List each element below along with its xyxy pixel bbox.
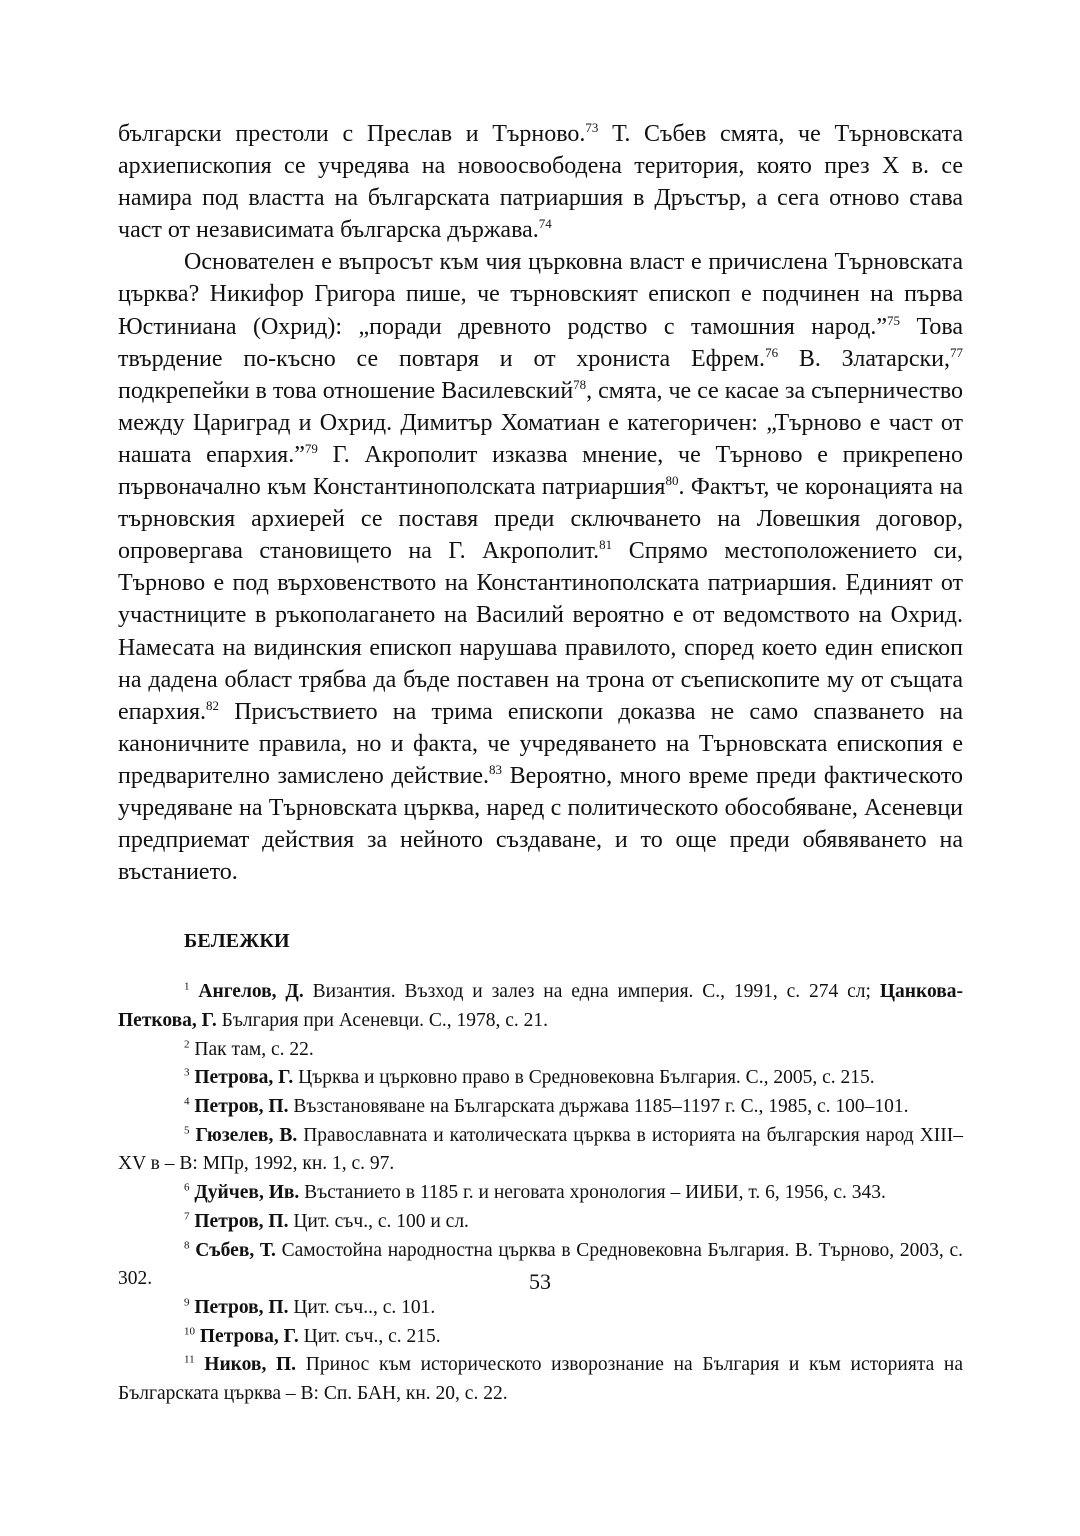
paragraph-text: Присъствието на трима епископи доказва не само спазването на каноничните правила, но и факта, че учредяването на Търновската епископия е предварително замислено действие. <box>118 698 963 789</box>
footnote-text: Византия. Възход и залез на една империя. С., 1991, с. 274 сл; <box>303 981 880 1003</box>
footnote-author: Дуйчев, Ив. <box>194 1182 300 1204</box>
footnote-number: 3 <box>184 1066 190 1079</box>
footnote-1 <box>118 978 963 1035</box>
footnote-11 <box>118 1351 963 1408</box>
paragraph-text: български престоли с Преслав и Търново. <box>118 121 586 147</box>
footnote-text: Цит. съч.., с. 101. <box>288 1296 436 1318</box>
footnote-7 <box>118 1208 963 1237</box>
footnote-5 <box>118 1122 963 1179</box>
footnote-number: 6 <box>184 1181 190 1194</box>
paragraph-text: Г. Акрополит изказва мнение, че Търново е прикрепено първоначално към Константинополската патриаршия <box>118 441 964 501</box>
footnote-reference: 78 <box>573 376 587 392</box>
footnote-text: Възстановяване на Българската държава 1185–1197 г. С., 1985, с. 100–101. <box>288 1096 909 1118</box>
footnote-reference: 80 <box>665 473 679 489</box>
footnote-number: 11 <box>184 1353 195 1366</box>
footnote-number: 7 <box>184 1210 190 1223</box>
footnote-reference: 81 <box>599 537 613 553</box>
footnote-reference: 83 <box>489 761 503 777</box>
paragraph-text: , смята, че се касае за съперничество между Цариград и Охрид. Димитър Хоматиан е категоричен: „Търново е част от нашата епархия.” <box>118 377 963 468</box>
footnote-2 <box>118 1036 963 1065</box>
footnote-reference: 73 <box>585 120 599 135</box>
footnote-reference: 77 <box>950 344 963 360</box>
footnote-text: Принос към историческото изворознание на България и към историята на Българската църква – В: Сп. БАН, кн. 20, с. 22. <box>118 1354 963 1405</box>
footnote-text: Православната и католическата църква в историята на българския народ XIII–XV в – В: МПр, 1992, кн. 1, с. 97. <box>118 1124 964 1175</box>
document-page <box>118 118 963 1409</box>
footnote-number: 4 <box>184 1095 190 1108</box>
footnote-4 <box>118 1093 963 1122</box>
footnote-reference: 76 <box>765 344 779 360</box>
footnote-reference: 74 <box>538 216 552 232</box>
body-paragraph <box>118 118 963 246</box>
footnote-reference: 75 <box>886 312 900 328</box>
body-text <box>118 118 963 888</box>
footnote-text: Цит. съч., с. 100 и сл. <box>288 1210 469 1232</box>
footnote-number: 5 <box>184 1124 190 1137</box>
footnote-author: Петрова, Г. <box>199 1325 299 1347</box>
body-paragraph <box>118 246 963 888</box>
footnote-number: 8 <box>184 1239 190 1252</box>
footnote-author: Петров, П. <box>194 1296 289 1318</box>
footnote-number: 9 <box>184 1296 190 1309</box>
paragraph-text: подкрепейки в това отношение Василевский <box>118 377 574 404</box>
footnote-author: Цанкова-Петкова, Г. <box>118 981 963 1031</box>
footnote-number: 10 <box>184 1325 195 1338</box>
footnote-author: Петрова, Г. <box>194 1067 294 1089</box>
footnote-text: Самостойна народностна църква в Средновековна България. В. Търново, 2003, с. 302. <box>118 1239 964 1290</box>
footnote-3 <box>118 1064 963 1093</box>
paragraph-text: В. Златарски, <box>778 345 950 372</box>
footnote-6 <box>118 1179 963 1208</box>
footnote-text: Въстанието в 1185 г. и неговата хронология – ИИБИ, т. 6, 1956, с. 343. <box>299 1182 886 1204</box>
page-number: 53 <box>529 1269 551 1294</box>
paragraph-text: Спрямо местоположението си, Търново е под върховенството на Константинополската патриаршия. Единият от участниците в ръкополагането на Василий вероятно е от ведомството на Охрид. Намесата на видинския епископ нарушава правилото, според което един епископ на дадена област трябва да бъде поставен на трона от съепископите му от същата епархия. <box>118 538 964 725</box>
footnote-author: Петров, П. <box>194 1096 289 1118</box>
footnote-author: Гюзелев, В. <box>195 1124 298 1146</box>
paragraph-text: Вероятно, много време преди фактическото учредяване на Търновската църква, наред с политическото обособяване, Асеневци предприемат действия за нейното създаване, и то още преди обявяването на въстанието. <box>118 762 964 886</box>
paragraph-text: Основателен е въпросът към чия църковна власт е причислена Търновската църква? Никифор Григора пише, че търновският епископ е подчинен на първа Юстиниана (Охрид): „поради древното родство с тамошния народ.” <box>118 249 963 340</box>
footnote-reference: 79 <box>304 440 318 456</box>
footnote-author: Ангелов, Д. <box>198 981 304 1003</box>
footnote-reference: 82 <box>206 697 220 713</box>
paragraph-text: Т. Събев смята, че Търновската архиепископия се учредява на новоосвободена територия, която през Х в. се намира под властта на българската патриаршия в Дръстър, а сега отново става част от независимата българска държава. <box>118 121 963 244</box>
notes-heading: БЕЛЕЖКИ <box>184 930 290 953</box>
footnote-author: Събев, Т. <box>195 1239 276 1261</box>
footnote-text: Цит. съч., с. 215. <box>298 1325 441 1347</box>
footnote-9 <box>118 1294 963 1323</box>
footnote-text: България при Асеневци. С., 1978, с. 21. <box>216 1009 549 1031</box>
footnotes-list <box>118 978 963 1409</box>
paragraph-text: . Фактът, че коронацията на търновския архиерей се поставя преди сключването на Ловешкия договор, опровергава становището на Г. Акрополит. <box>118 474 963 565</box>
footnote-number: 2 <box>184 1038 190 1051</box>
footnote-10 <box>118 1323 963 1352</box>
footnote-author: Петров, П. <box>194 1210 289 1232</box>
footnote-text: Пак там, с. 22. <box>194 1038 314 1060</box>
paragraph-text: Това твърдение по-късно се повтаря и от хрониста Ефрем. <box>118 313 963 372</box>
footnote-text: Църква и църковно право в Средновековна България. С., 2005, с. 215. <box>293 1067 875 1089</box>
footnote-author: Ников, П. <box>204 1354 297 1376</box>
footnote-number: 1 <box>184 980 190 993</box>
